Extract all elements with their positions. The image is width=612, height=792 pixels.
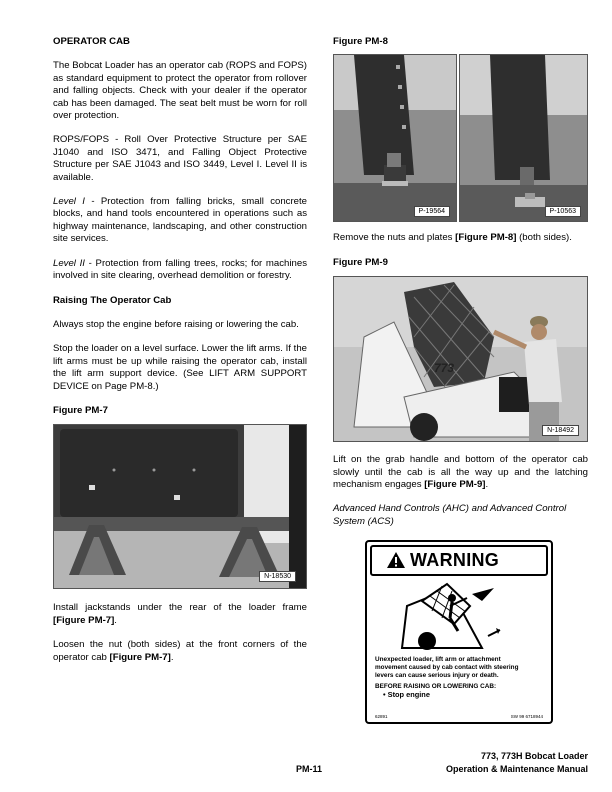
- loader-rear-jackstands-illustration: [54, 425, 306, 588]
- figure-pm8-photo-left: [333, 54, 457, 222]
- section-heading: OPERATOR CAB: [53, 36, 130, 47]
- stop-engine-paragraph: Always stop the engine before raising or lowering the cab.: [53, 318, 299, 330]
- operator-cab-paragraph: The Bobcat Loader has an operator cab (ROPS and FOPS) as standard equipment to protect the operator from rollover and falling objects. Check with your dealer if the operator cab has been damaged. The seat belt must be worn for roll over protection.: [53, 60, 307, 122]
- figure-pm8-photos: [333, 54, 588, 222]
- figure-pm9-model-label: 773: [434, 361, 455, 376]
- remove-nuts-figure-ref: [Figure PM-8]: [455, 232, 517, 244]
- loosen-nut-end: .: [170, 651, 174, 663]
- warning-title: WARNING: [410, 550, 500, 571]
- left-column: [53, 36, 307, 664]
- figure-pm7-code: N-18530: [259, 571, 296, 582]
- lift-grab-handle-end: .: [485, 479, 489, 491]
- figure-pm8-photo-right: [459, 54, 588, 222]
- footer-model: 773, 773H Bobcat Loader: [480, 751, 588, 761]
- warning-line-1: Unexpected loader, lift arm or attachment: [375, 656, 501, 664]
- warning-line-3: levers can cause serious injury or death.: [375, 671, 499, 679]
- warning-line-2: movement caused by cab contact with steering: [375, 664, 519, 672]
- lift-grab-handle-text: Lift on the grab handle and bottom of the operator cab slowly until the cab is all the way up and the latching mechanism engages: [333, 454, 588, 491]
- figure-pm9-title: Figure PM-9: [333, 256, 388, 268]
- figure-pm7-photo: [53, 424, 307, 589]
- right-column: [333, 36, 588, 724]
- remove-nuts-text: Remove the nuts and plates: [333, 232, 456, 244]
- cab-nut-illustration: [334, 55, 456, 221]
- loosen-nut-figure-ref: [Figure PM-7]: [109, 651, 171, 663]
- level-1-label: Level I: [53, 196, 85, 208]
- figure-pm8-title: Figure PM-8: [333, 36, 388, 47]
- figure-pm7-title: Figure PM-7: [53, 404, 108, 416]
- remove-nuts-end: (both sides).: [516, 232, 572, 244]
- level-2-paragraph: [53, 258, 307, 283]
- level-2-text: - Protection from falling trees, rocks; for machines involved in site clearing, overhead demolition or forestry.: [53, 257, 307, 282]
- level-1-paragraph: [53, 196, 307, 246]
- warning-code-left: 62891: [375, 714, 388, 720]
- warning-line-4: BEFORE RAISING OR LOWERING CAB:: [375, 682, 497, 690]
- warning-code-right: SW 99 6718944: [510, 714, 543, 720]
- figure-pm8-code-a: P-19564: [414, 206, 450, 217]
- lift-grab-handle-figure-ref: [Figure PM-9]: [424, 479, 486, 491]
- jackstands-paragraph: [53, 602, 307, 627]
- loosen-nut-paragraph: [53, 639, 307, 664]
- level-2-label: Level II: [53, 257, 85, 269]
- jackstands-end: .: [114, 614, 117, 626]
- rops-fops-paragraph: ROPS/FOPS - Roll Over Protective Structure per SAE J1040 and ISO 3471, and Falling Object Protective Structure per SAE J1043 and ISO 3449, Level I. Level II is available.: [53, 134, 307, 183]
- raising-cab-subheading: Raising The Operator Cab: [53, 294, 172, 306]
- page-number: PM-11: [296, 764, 323, 774]
- ahc-acs-paragraph: Advanced Hand Controls (AHC) and Advanced Control System (ACS): [333, 503, 567, 527]
- warning-decal: [365, 540, 553, 724]
- loosen-nut-text: Loosen the nut (both sides) at the front corners of the operator cab: [53, 639, 307, 663]
- footer-manual: Operation & Maintenance Manual: [445, 764, 588, 774]
- level-1-text: - Protection from falling bricks, small concrete blocks, and hand tools encountered in operations such as highway maintenance, landscaping, and other construction site services.: [53, 196, 307, 245]
- warning-triangle-icon: [386, 551, 406, 569]
- lift-grab-handle-paragraph: [333, 454, 588, 491]
- figure-pm8-code-b: P-10563: [545, 206, 581, 217]
- warning-message: [375, 656, 543, 699]
- level-surface-paragraph: Stop the loader on a level surface. Lower the lift arms. If the lift arms must be up while raising the operator cab, install the lift arm support device. (See LIFT ARM SUPPORT DEVICE on Page PM-8.): [53, 343, 307, 392]
- jackstands-figure-ref: [Figure PM-7]: [53, 614, 115, 626]
- raising-cab-illustration: [334, 277, 587, 441]
- figure-pm9-photo: [333, 276, 588, 442]
- jackstands-text: Install jackstands under the rear of the loader frame: [53, 602, 307, 614]
- cab-hazard-pictogram: [392, 576, 522, 651]
- remove-nuts-paragraph: [333, 232, 588, 244]
- warning-line-5: • Stop engine: [383, 690, 430, 700]
- warning-header: [370, 545, 548, 576]
- cab-plate-removed-illustration: [460, 55, 587, 221]
- figure-pm9-code: N-18492: [542, 425, 579, 436]
